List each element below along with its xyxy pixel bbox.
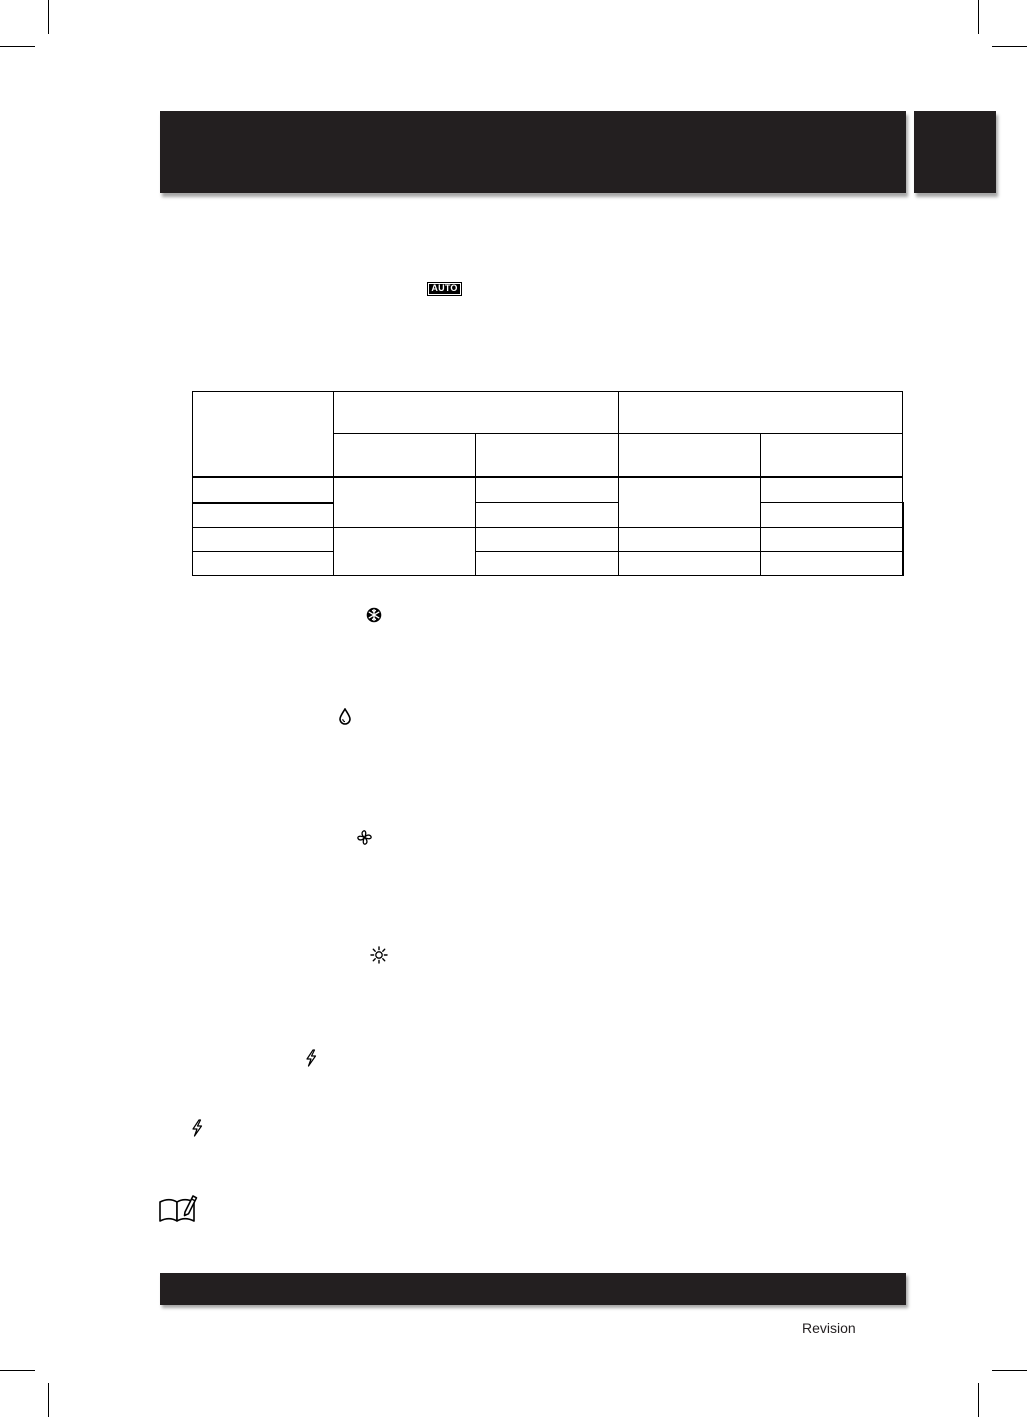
crop-mark [0, 1370, 35, 1371]
water-drop-icon [338, 708, 352, 725]
table-cell [193, 477, 334, 502]
table-cell [193, 503, 334, 528]
manual-note-icon [158, 1193, 198, 1225]
table-cell [761, 551, 903, 575]
auto-mode-icon [427, 282, 462, 296]
revision-label: Revision [802, 1320, 856, 1336]
crop-mark [978, 0, 979, 34]
auto-mode-icon-label: AUTO [429, 284, 460, 294]
table-row [193, 503, 903, 528]
table-row [193, 477, 903, 502]
footer-bar [160, 1273, 906, 1305]
table-header-cell [193, 392, 334, 478]
table-cell [761, 503, 903, 528]
sun-icon [370, 946, 388, 964]
table-cell [193, 527, 334, 551]
table-header-row [193, 392, 903, 434]
snowflake-icon [366, 607, 382, 623]
table-cell [476, 551, 619, 575]
table-cell [761, 527, 903, 551]
crop-mark [992, 1370, 1027, 1371]
header-bar [160, 111, 906, 193]
table-cell [334, 527, 476, 575]
crop-mark [978, 1383, 979, 1417]
table-cell [476, 527, 619, 551]
table-row [193, 551, 903, 575]
table-header-cell [334, 434, 476, 478]
mode-table [192, 391, 904, 576]
header-tab [914, 111, 996, 193]
table-header-cell [619, 434, 761, 478]
table-header-cell [619, 392, 903, 434]
table-cell [193, 551, 334, 575]
crop-mark [992, 46, 1027, 47]
table-cell [619, 527, 761, 551]
table-cell [334, 477, 476, 527]
lightning-icon [190, 1119, 204, 1137]
table-row [193, 527, 903, 551]
crop-mark [48, 1383, 49, 1417]
fan-icon [356, 829, 373, 846]
table-cell [476, 503, 619, 528]
crop-mark [0, 46, 35, 47]
lightning-icon [304, 1049, 318, 1067]
table-cell [619, 551, 761, 575]
table-cell [619, 477, 761, 527]
crop-mark [48, 0, 49, 34]
table-cell [761, 477, 903, 502]
table-cell [476, 477, 619, 502]
table-header-cell [334, 392, 619, 434]
table-header-cell [476, 434, 619, 478]
table-header-cell [761, 434, 903, 478]
